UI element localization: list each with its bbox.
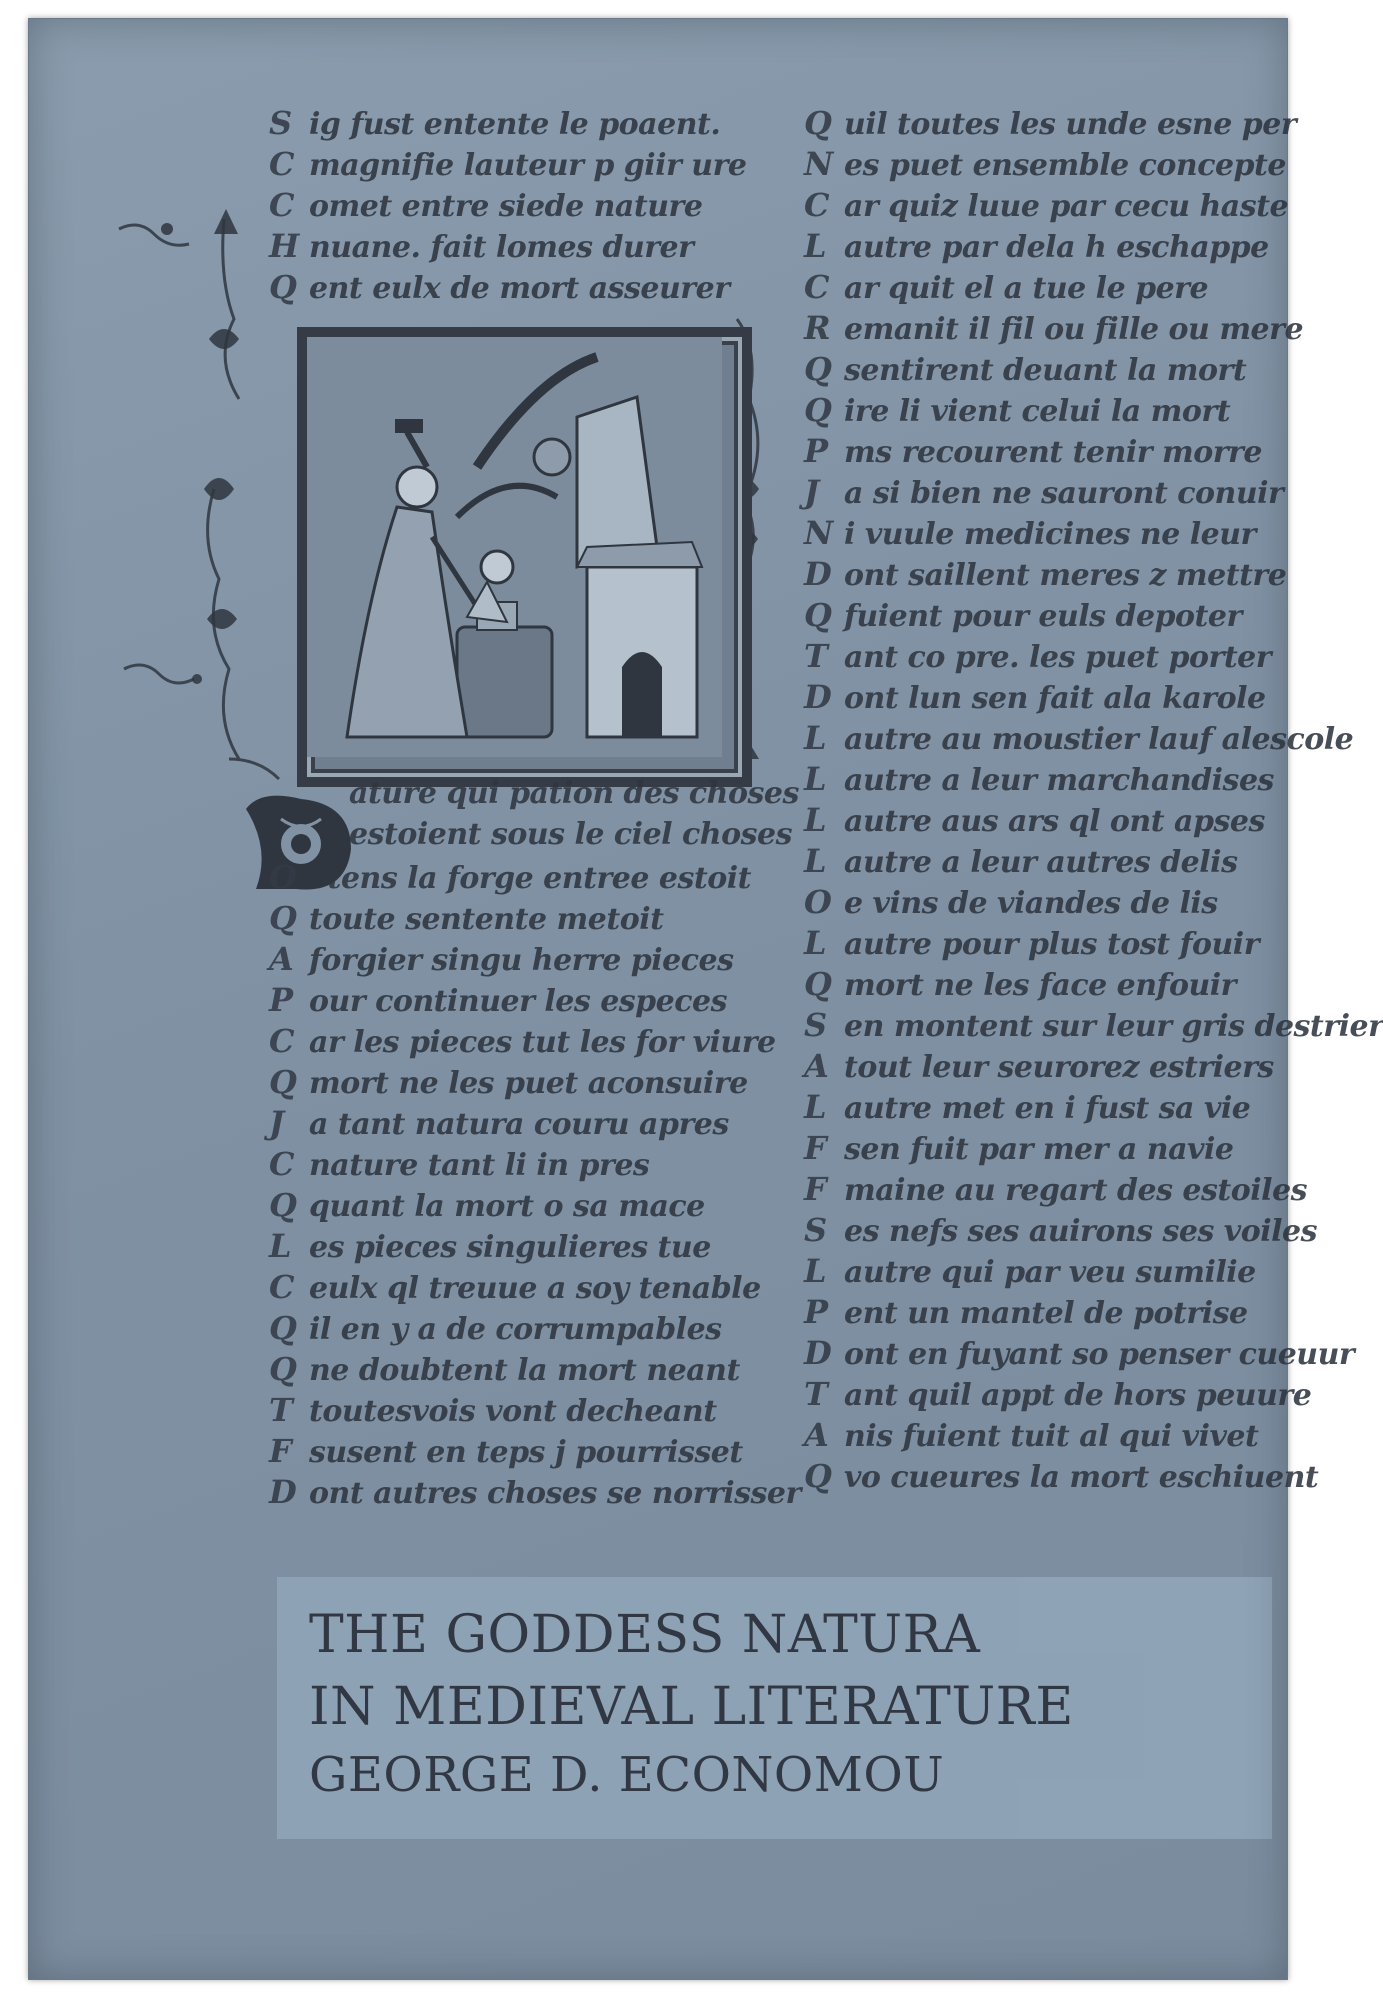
manuscript-line: S es nefs ses auirons ses voiles	[804, 1211, 1317, 1249]
manuscript-line: D ont lun sen fait ala karole	[804, 678, 1266, 716]
book-title-line-2: IN MEDIEVAL LITERATURE	[309, 1677, 1074, 1737]
manuscript-line: P ms recourent tenir morre	[804, 432, 1262, 470]
manuscript-line: H nuane. fait lomes durer	[269, 227, 694, 265]
manuscript-line: estoient sous le ciel choses	[349, 817, 792, 852]
manuscript-line: C magnifie lauteur p giir ure	[269, 145, 747, 183]
manuscript-line: C ar quiz luue par cecu haste	[804, 186, 1289, 224]
manuscript-line: L autre a leur autres delis	[804, 842, 1238, 880]
manuscript-line: L es pieces singulieres tue	[269, 1227, 711, 1265]
manuscript-line: P ent un mantel de potrise	[804, 1293, 1248, 1331]
manuscript-line: C nature tant li in pres	[269, 1145, 650, 1183]
manuscript-line: S ig fust entente le poaent.	[269, 104, 721, 142]
manuscript-line: N i vuule medicines ne leur	[804, 514, 1256, 552]
manuscript-line: L autre par dela h eschappe	[804, 227, 1269, 265]
manuscript-line: R emanit il fil ou fille ou mere	[804, 309, 1304, 347]
manuscript-line: Q fuient pour euls depoter	[804, 596, 1242, 634]
manuscript-line: Q mort ne les puet aconsuire	[269, 1063, 748, 1101]
manuscript-line: O etens la forge entree estoit	[269, 858, 751, 896]
manuscript-line: D ont saillent meres z mettre	[804, 555, 1287, 593]
manuscript-line: F sen fuit par mer a navie	[804, 1129, 1234, 1167]
manuscript-line: C ar quit el a tue le pere	[804, 268, 1209, 306]
manuscript-line: Q ire li vient celui la mort	[804, 391, 1231, 429]
manuscript-line: A tout leur seurorez estriers	[804, 1047, 1274, 1085]
title-panel	[277, 1577, 1272, 1839]
manuscript-line: C ar les pieces tut les for viure	[269, 1022, 776, 1060]
manuscript-line: Q mort ne les face enfouir	[804, 965, 1236, 1003]
manuscript-line: D ont en fuyant so penser cueuur	[804, 1334, 1355, 1372]
manuscript-line: L autre qui par veu sumilie	[804, 1252, 1256, 1290]
manuscript-line: L autre au moustier lauf alescole	[804, 719, 1354, 757]
manuscript-line: Q uil toutes les unde esne per	[804, 104, 1297, 142]
manuscript-line: A forgier singu herre pieces	[269, 940, 734, 978]
manuscript-line: C omet entre siede nature	[269, 186, 703, 224]
manuscript-line: D ont autres choses se norrisser	[269, 1473, 801, 1511]
manuscript-line: J a si bien ne sauront conuir	[804, 473, 1284, 511]
manuscript-line: Q il en y a de corrumpables	[269, 1309, 722, 1347]
book-author: GEORGE D. ECONOMOU	[309, 1747, 945, 1803]
manuscript-line: L autre aus ars ql ont apses	[804, 801, 1265, 839]
book-cover	[28, 18, 1383, 1980]
manuscript-line: Q ne doubtent la mort neant	[269, 1350, 740, 1388]
manuscript-line: L autre pour plus tost fouir	[804, 924, 1259, 962]
manuscript-line: J a tant natura couru apres	[269, 1104, 729, 1142]
manuscript-line: O e vins de viandes de lis	[804, 883, 1218, 921]
manuscript-line: N es puet ensemble concepte	[804, 145, 1286, 183]
manuscript-line: F susent en teps j pourrisset	[269, 1432, 743, 1470]
manuscript-page	[259, 104, 1383, 1544]
manuscript-line: L autre a leur marchandises	[804, 760, 1274, 798]
manuscript-line: T toutesvois vont decheant	[269, 1391, 717, 1429]
manuscript-line: F maine au regart des estoiles	[804, 1170, 1308, 1208]
manuscript-line: L autre met en i fust sa vie	[804, 1088, 1251, 1126]
manuscript-line: C eulx ql treuue a soy tenable	[269, 1268, 761, 1306]
book-title-line-1: THE GODDESS NATURA	[309, 1605, 981, 1665]
manuscript-line: ature qui pation des choses	[349, 776, 799, 811]
manuscript-line: Q ent eulx de mort asseurer	[269, 268, 730, 306]
manuscript-line: Q vo cueures la mort eschiuent	[804, 1457, 1319, 1495]
manuscript-line: T ant co pre. les puet porter	[804, 637, 1272, 675]
manuscript-line: P our continuer les especes	[269, 981, 727, 1019]
manuscript-line: T ant quil appt de hors peuure	[804, 1375, 1312, 1413]
manuscript-line: Q toute sentente metoit	[269, 899, 664, 937]
manuscript-line: A nis fuient tuit al qui vivet	[804, 1416, 1259, 1454]
manuscript-line: Q quant la mort o sa mace	[269, 1186, 705, 1224]
manuscript-line: Q sentirent deuant la mort	[804, 350, 1247, 388]
manuscript-line: S en montent sur leur gris destrier	[804, 1006, 1383, 1044]
